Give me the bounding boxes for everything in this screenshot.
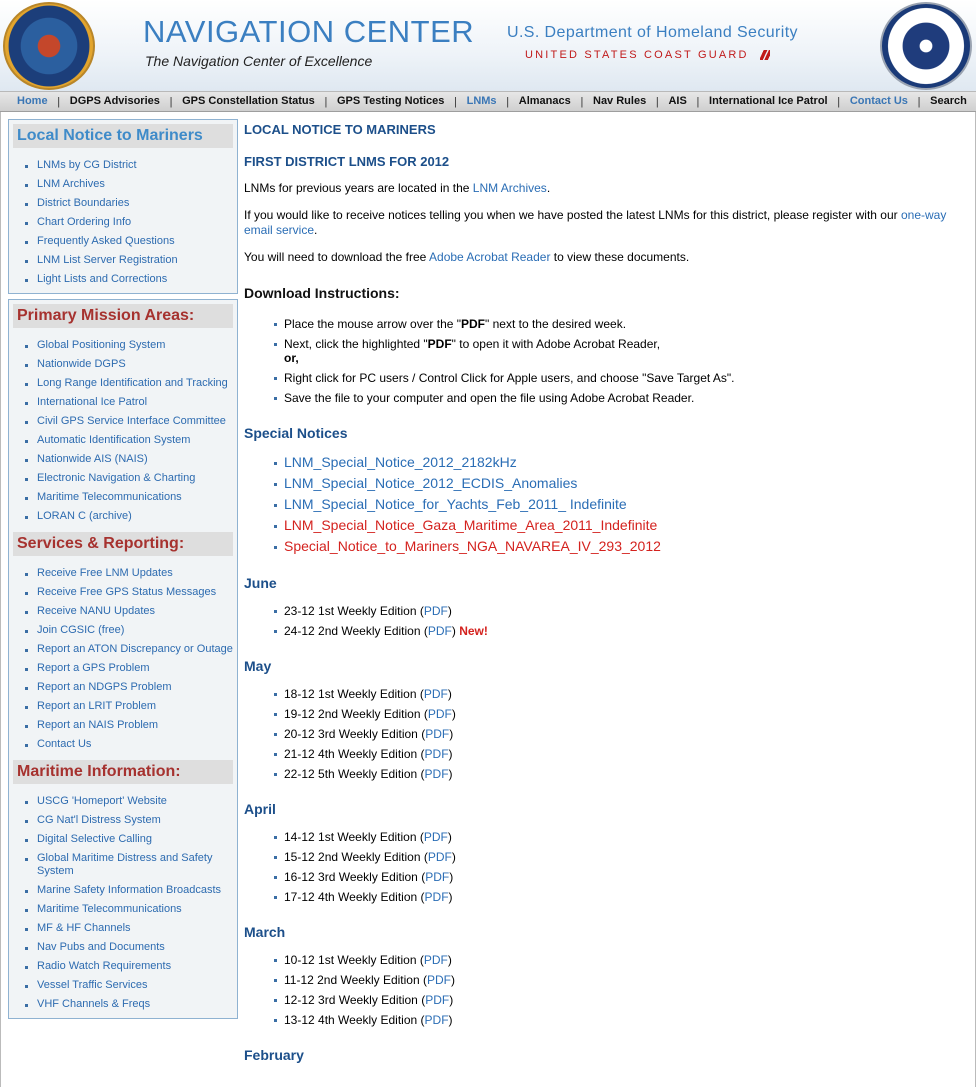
edition-label: 14-12 1st Weekly Edition xyxy=(284,830,417,844)
sidebar-list-item xyxy=(23,194,233,213)
nav-item-ais[interactable]: AIS xyxy=(668,95,687,107)
nav-item-dgps-advisories[interactable]: DGPS Advisories xyxy=(69,95,160,107)
nav-separator: | xyxy=(917,95,921,108)
instruction-or: or, xyxy=(284,351,299,365)
special-notice-link[interactable]: Special_Notice_to_Mariners_NGA_NAVAREA_IV_293_2012 xyxy=(284,538,661,554)
paren-close: ) xyxy=(447,953,452,967)
pdf-link[interactable]: PDF xyxy=(423,830,448,844)
edition-item xyxy=(274,767,970,781)
instruction-text-end: " to open it with Adobe Acrobat Reader, xyxy=(451,337,661,351)
dhs-seal-logo[interactable] xyxy=(880,2,972,90)
instruction-item xyxy=(274,317,970,331)
sidebar-list-item xyxy=(23,336,233,355)
sidebar-link[interactable]: District Boundaries xyxy=(37,197,130,209)
sidebar-mission-title: Primary Mission Areas: xyxy=(13,304,233,328)
special-notice-item xyxy=(274,475,970,492)
edition-list xyxy=(244,604,970,638)
paren-close: ) xyxy=(449,727,454,741)
sidebar-list-item xyxy=(23,450,233,469)
sidebar-link[interactable]: Contact Us xyxy=(37,738,92,750)
edition-label: 18-12 1st Weekly Edition xyxy=(284,687,417,701)
paren-open: ( xyxy=(416,687,424,701)
nav-item-lnms[interactable]: LNMs xyxy=(466,95,497,107)
sidebar-list-item xyxy=(23,431,233,450)
edition-item xyxy=(274,604,970,618)
sidebar-list-item xyxy=(23,830,233,849)
pdf-link[interactable]: PDF xyxy=(424,747,449,761)
register-paragraph xyxy=(244,208,970,238)
instruction-item xyxy=(274,337,970,365)
sidebar-lnm-list xyxy=(13,156,233,289)
special-notice-link[interactable]: LNM_Special_Notice_2012_2182kHz xyxy=(284,454,517,470)
paren-close: ) xyxy=(448,1013,453,1027)
special-notice-item xyxy=(274,496,970,513)
paren-open: ( xyxy=(416,830,424,844)
dhs-name[interactable]: U.S. Department of Homeland Security xyxy=(507,24,798,41)
month-heading: April xyxy=(244,801,276,817)
sidebar-link[interactable]: Maritime Telecommunications xyxy=(37,491,182,503)
email-service-link[interactable]: one-way email service xyxy=(244,208,947,237)
sidebar-maritime-list xyxy=(13,792,233,1014)
archives-text-end: . xyxy=(546,181,551,195)
nav-separator: | xyxy=(580,95,584,108)
sidebar-link[interactable]: Report an LRIT Problem xyxy=(37,700,157,712)
edition-list xyxy=(244,830,970,904)
edition-label: 21-12 4th Weekly Edition xyxy=(284,747,418,761)
sidebar-link[interactable]: Chart Ordering Info xyxy=(37,216,132,228)
edition-list xyxy=(244,687,970,781)
edition-item xyxy=(274,973,970,987)
top-nav-bar xyxy=(0,91,976,112)
sidebar-services-title: Services & Reporting: xyxy=(13,532,233,556)
sidebar-link[interactable]: Civil GPS Service Interface Committee xyxy=(37,415,226,427)
paren-open: ( xyxy=(419,973,427,987)
edition-label: 20-12 3rd Weekly Edition xyxy=(284,727,418,741)
sidebar-list-item xyxy=(23,995,233,1014)
edition-label: 12-12 3rd Weekly Edition xyxy=(284,993,418,1007)
nav-separator: | xyxy=(169,95,173,108)
site-tagline: The Navigation Center of Excellence xyxy=(145,53,373,69)
sidebar-list-item xyxy=(23,213,233,232)
sidebar-mission-box xyxy=(8,299,238,1019)
sidebar-link[interactable]: Vessel Traffic Services xyxy=(37,979,148,991)
sidebar-link[interactable]: Report an NDGPS Problem xyxy=(37,681,172,693)
edition-item xyxy=(274,890,970,904)
sidebar-list-item xyxy=(23,583,233,602)
acrobat-text-end: to view these documents. xyxy=(550,250,690,264)
download-instructions-title: Download Instructions: xyxy=(244,285,400,301)
edition-item xyxy=(274,624,970,638)
page-border-left xyxy=(0,112,1,1087)
sidebar-list-item xyxy=(23,393,233,412)
special-notice-item xyxy=(274,454,970,471)
acrobat-reader-link[interactable]: Adobe Acrobat Reader xyxy=(429,250,551,264)
special-notice-item xyxy=(274,517,970,534)
sidebar-list-item xyxy=(23,976,233,995)
nav-separator: | xyxy=(57,95,61,108)
month-heading: May xyxy=(244,658,272,674)
sidebar-link[interactable]: Nationwide AIS (NAIS) xyxy=(37,453,148,465)
sidebar-link[interactable]: Light Lists and Corrections xyxy=(37,273,168,285)
paren-close: ) xyxy=(451,707,456,721)
instruction-text: Next, click the highlighted " xyxy=(284,337,428,351)
paren-open: ( xyxy=(420,707,428,721)
sidebar-link[interactable]: Automatic Identification System xyxy=(37,434,191,446)
paren-close: ) xyxy=(448,767,453,781)
pdf-link[interactable]: PDF xyxy=(423,604,448,618)
sidebar-list-item xyxy=(23,697,233,716)
sidebar-lnm-box xyxy=(8,119,238,294)
sidebar-mission-list xyxy=(13,336,233,526)
month-heading: February xyxy=(244,1047,304,1063)
paren-close: ) xyxy=(447,687,452,701)
paren-open: ( xyxy=(416,953,424,967)
register-text: If you would like to receive notices telling you when we have posted the latest LNMs for this district, please register with our xyxy=(244,208,901,222)
paren-close: ) xyxy=(447,830,452,844)
edition-label: 23-12 1st Weekly Edition xyxy=(284,604,417,618)
sidebar-link[interactable]: Electronic Navigation & Charting xyxy=(37,472,196,484)
edition-item xyxy=(274,687,970,701)
page-subtitle: FIRST DISTRICT LNMS FOR 2012 xyxy=(244,154,450,169)
sidebar-list-item xyxy=(23,251,233,270)
edition-label: 15-12 2nd Weekly Edition xyxy=(284,850,421,864)
sidebar-list-item xyxy=(23,919,233,938)
sidebar-list-item xyxy=(23,957,233,976)
paren-close: ) xyxy=(451,850,456,864)
sidebar-link[interactable]: LNM Archives xyxy=(37,178,105,190)
edition-label: 17-12 4th Weekly Edition xyxy=(284,890,418,904)
paren-close: ) xyxy=(448,890,453,904)
instruction-bold: PDF xyxy=(427,337,452,351)
sidebar-link[interactable]: VHF Channels & Freqs xyxy=(37,998,151,1010)
sidebar-list-item xyxy=(23,621,233,640)
sidebar-list-item xyxy=(23,355,233,374)
site-title[interactable]: NAVIGATION CENTER xyxy=(143,14,475,49)
pdf-link[interactable]: PDF xyxy=(427,850,452,864)
paren-open: ( xyxy=(420,850,428,864)
sidebar xyxy=(8,119,238,1019)
edition-item xyxy=(274,953,970,967)
sidebar-link[interactable]: Global Maritime Distress and Safety System xyxy=(37,852,213,877)
nav-separator: | xyxy=(454,95,457,108)
special-notices-list xyxy=(244,454,970,555)
special-notice-item xyxy=(274,538,970,555)
sidebar-link[interactable]: Receive Free LNM Updates xyxy=(37,567,173,579)
sidebar-list-item xyxy=(23,792,233,811)
nav-separator: | xyxy=(655,95,659,108)
nav-item-gps-testing-notices[interactable]: GPS Testing Notices xyxy=(336,95,445,107)
special-notice-link[interactable]: LNM_Special_Notice_Gaza_Maritime_Area_2011_Indefinite xyxy=(284,517,658,533)
acrobat-paragraph xyxy=(244,250,970,265)
nav-item-gps-constellation-status[interactable]: GPS Constellation Status xyxy=(182,95,315,107)
sidebar-link[interactable]: CG Nat'l Distress System xyxy=(37,814,161,826)
months-container xyxy=(244,575,970,1063)
edition-label: 16-12 3rd Weekly Edition xyxy=(284,870,418,884)
register-text-end: . xyxy=(314,223,318,237)
lnm-archives-link[interactable]: LNM Archives xyxy=(472,181,547,195)
edition-label: 22-12 5th Weekly Edition xyxy=(284,767,418,781)
sidebar-link[interactable]: Report a GPS Problem xyxy=(37,662,150,674)
main-content xyxy=(244,119,970,1076)
nav-separator: | xyxy=(506,95,510,108)
sidebar-link[interactable]: Long Range Identification and Tracking xyxy=(37,377,228,389)
nav-item-almanacs[interactable]: Almanacs xyxy=(518,95,571,107)
sidebar-list-item xyxy=(23,640,233,659)
sidebar-link[interactable]: Maritime Telecommunications xyxy=(37,903,182,915)
nav-item-contact-us[interactable]: Contact Us xyxy=(849,95,908,107)
sidebar-link[interactable]: Global Positioning System xyxy=(37,339,166,351)
pdf-link[interactable]: PDF xyxy=(425,870,450,884)
instruction-bold: PDF xyxy=(461,317,486,331)
paren-open: ( xyxy=(417,1013,425,1027)
special-notice-link[interactable]: LNM_Special_Notice_2012_ECDIS_Anomalies xyxy=(284,475,578,491)
instruction-text-end: " next to the desired week. xyxy=(485,317,627,331)
pdf-link[interactable]: PDF xyxy=(423,687,448,701)
pdf-link[interactable]: PDF xyxy=(427,707,452,721)
sidebar-list-item xyxy=(23,175,233,194)
special-notices-title: Special Notices xyxy=(244,425,348,441)
month-heading: March xyxy=(244,924,286,940)
uscg-name[interactable]: UNITED STATES COAST GUARD xyxy=(525,49,749,61)
special-notice-link[interactable]: LNM_Special_Notice_for_Yachts_Feb_2011_ Indefinite xyxy=(284,496,627,512)
sidebar-list-item xyxy=(23,900,233,919)
sidebar-link[interactable]: Radio Watch Requirements xyxy=(37,960,172,972)
pdf-link[interactable]: PDF xyxy=(424,1013,449,1027)
paren-open: ( xyxy=(417,727,426,741)
sidebar-maritime-title: Maritime Information: xyxy=(13,760,233,784)
edition-item xyxy=(274,830,970,844)
sidebar-list-item xyxy=(23,564,233,583)
pdf-link[interactable]: PDF xyxy=(425,727,450,741)
paren-close: ) xyxy=(449,993,454,1007)
sidebar-link[interactable]: Report an ATON Discrepancy or Outage xyxy=(37,643,233,655)
sidebar-link[interactable]: Nav Pubs and Documents xyxy=(37,941,165,953)
new-badge: New! xyxy=(459,624,488,638)
sidebar-link[interactable]: Frequently Asked Questions xyxy=(37,235,175,247)
paren-open: ( xyxy=(416,604,424,618)
sidebar-list-item xyxy=(23,735,233,754)
sidebar-lnm-title: Local Notice to Mariners xyxy=(13,124,233,148)
sidebar-list-item xyxy=(23,678,233,697)
sidebar-list-item xyxy=(23,232,233,251)
sidebar-list-item xyxy=(23,469,233,488)
edition-item xyxy=(274,747,970,761)
edition-item xyxy=(274,993,970,1007)
instruction-text: Place the mouse arrow over the " xyxy=(284,317,462,331)
edition-item xyxy=(274,727,970,741)
download-instructions-list xyxy=(244,317,970,405)
sidebar-list-item xyxy=(23,811,233,830)
sidebar-link[interactable]: USCG 'Homeport' Website xyxy=(37,795,167,807)
sidebar-list-item xyxy=(23,659,233,678)
paren-open: ( xyxy=(417,747,425,761)
nav-separator: | xyxy=(324,95,328,108)
paren-close: ) xyxy=(451,624,456,638)
sidebar-link[interactable]: Receive Free GPS Status Messages xyxy=(37,586,217,598)
sidebar-list-item xyxy=(23,488,233,507)
edition-item xyxy=(274,850,970,864)
sidebar-link[interactable]: MF & HF Channels xyxy=(37,922,131,934)
pdf-link[interactable]: PDF xyxy=(426,973,451,987)
sidebar-list-item xyxy=(23,849,233,881)
sidebar-link[interactable]: Report an NAIS Problem xyxy=(37,719,159,731)
edition-list xyxy=(244,953,970,1027)
month-heading: June xyxy=(244,575,277,591)
sidebar-services-list xyxy=(13,564,233,754)
sidebar-list-item xyxy=(23,412,233,431)
paren-open: ( xyxy=(417,870,426,884)
pdf-link[interactable]: PDF xyxy=(424,890,449,904)
sidebar-link[interactable]: International Ice Patrol xyxy=(37,396,148,408)
pdf-link[interactable]: PDF xyxy=(425,993,450,1007)
sidebar-link[interactable]: Join CGSIC (free) xyxy=(37,624,125,636)
sidebar-link[interactable]: Receive NANU Updates xyxy=(37,605,155,617)
edition-item xyxy=(274,1013,970,1027)
nav-item-search[interactable]: Search xyxy=(930,95,967,107)
paren-open: ( xyxy=(420,624,428,638)
page-title: LOCAL NOTICE TO MARINERS xyxy=(244,122,436,137)
sidebar-list-item xyxy=(23,270,233,289)
sidebar-link[interactable]: LNMs by CG District xyxy=(37,159,137,171)
edition-label: 11-12 2nd Weekly Edition xyxy=(284,973,420,987)
paren-close: ) xyxy=(447,604,452,618)
edition-label: 24-12 2nd Weekly Edition xyxy=(284,624,421,638)
nav-item-home[interactable]: Home xyxy=(17,95,48,107)
paren-open: ( xyxy=(417,890,425,904)
sidebar-list-item xyxy=(23,156,233,175)
uscg-stripe-icon xyxy=(760,50,770,60)
sidebar-link[interactable]: LORAN C (archive) xyxy=(37,510,132,522)
edition-item xyxy=(274,870,970,884)
pdf-link[interactable]: PDF xyxy=(427,624,452,638)
sidebar-list-item xyxy=(23,374,233,393)
paren-close: ) xyxy=(449,870,454,884)
instruction-item: Save the file to your computer and open the file using Adobe Acrobat Reader. xyxy=(274,391,970,405)
sidebar-list-item xyxy=(23,602,233,621)
nav-item-international-ice-patrol[interactable]: International Ice Patrol xyxy=(709,95,828,107)
sidebar-link[interactable]: Marine Safety Information Broadcasts xyxy=(37,884,222,896)
pdf-link[interactable]: PDF xyxy=(423,953,448,967)
sidebar-list-item xyxy=(23,507,233,526)
site-header xyxy=(0,0,976,91)
paren-open: ( xyxy=(417,767,425,781)
archives-paragraph xyxy=(244,181,970,196)
sidebar-link[interactable]: Nationwide DGPS xyxy=(37,358,126,370)
sidebar-list-item xyxy=(23,881,233,900)
nav-item-nav-rules[interactable]: Nav Rules xyxy=(593,95,647,107)
sidebar-link[interactable]: LNM List Server Registration xyxy=(37,254,178,266)
paren-close: ) xyxy=(448,747,453,761)
acrobat-text: You will need to download the free xyxy=(244,250,430,264)
nav-separator: | xyxy=(837,95,841,108)
sidebar-list-item xyxy=(23,938,233,957)
instruction-item: Right click for PC users / Control Click for Apple users, and choose "Save Target As". xyxy=(274,371,970,385)
paren-close: ) xyxy=(450,973,455,987)
edition-label: 19-12 2nd Weekly Edition xyxy=(284,707,421,721)
edition-label: 10-12 1st Weekly Edition xyxy=(284,953,417,967)
edition-item xyxy=(274,707,970,721)
sidebar-list-item xyxy=(23,716,233,735)
nav-separator: | xyxy=(696,95,700,108)
pdf-link[interactable]: PDF xyxy=(424,767,449,781)
sidebar-link[interactable]: Digital Selective Calling xyxy=(37,833,152,845)
paren-open: ( xyxy=(417,993,426,1007)
archives-text: LNMs for previous years are located in the xyxy=(244,181,473,195)
uscg-seal-logo[interactable] xyxy=(3,2,95,90)
edition-label: 13-12 4th Weekly Edition xyxy=(284,1013,418,1027)
